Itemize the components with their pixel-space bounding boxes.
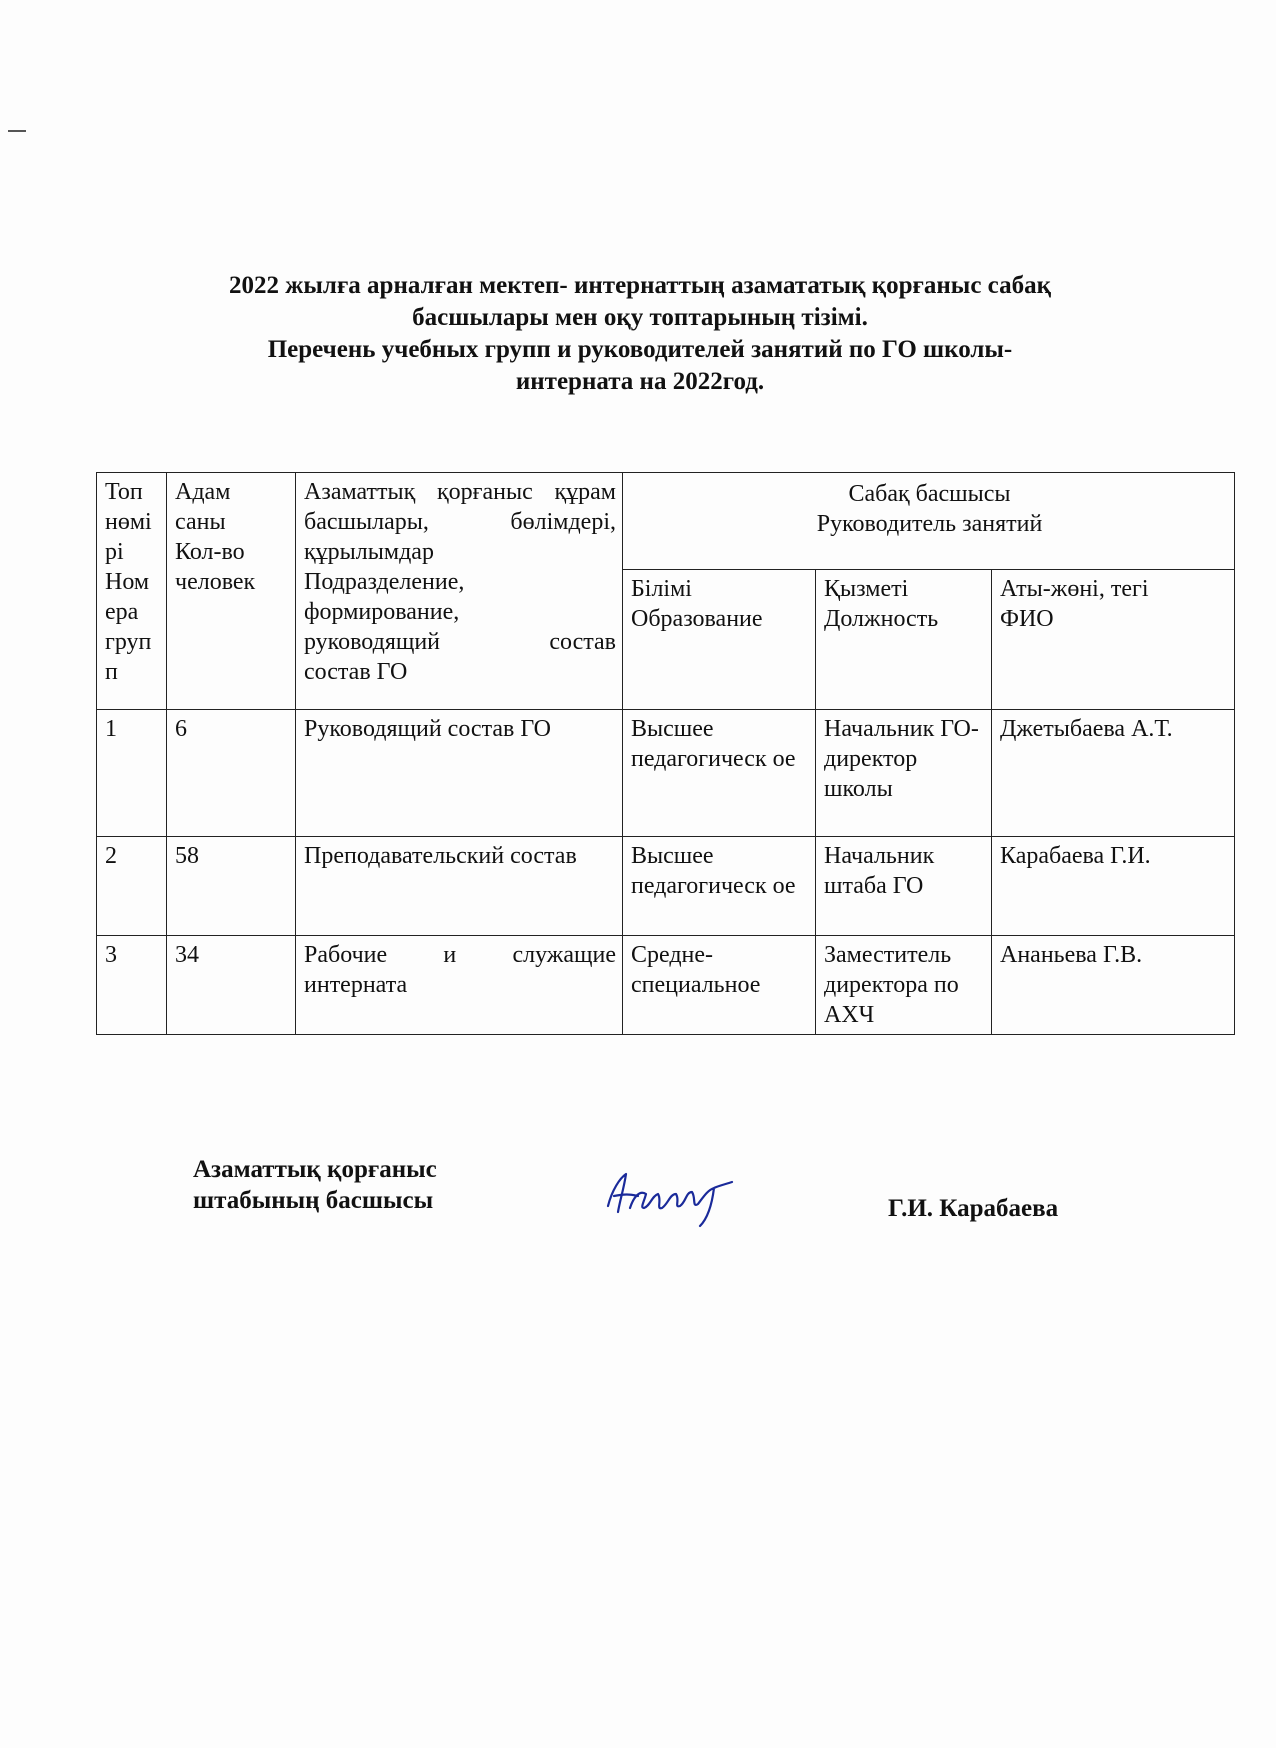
cell-name: Ананьева Г.В. [992, 936, 1235, 1035]
cell-people-count: 58 [167, 837, 296, 936]
cell-position: Заместитель директора по АХЧ [816, 936, 992, 1035]
title-kz-line-1: 2022 жылға арналған мектеп- интернаттың азамататық қорғаныс сабақ [229, 272, 1051, 299]
cell-education: Средне-специальное [623, 936, 816, 1035]
table-row [97, 837, 1235, 936]
header-unit-ru-1: Подразделение, [304, 569, 465, 595]
header-people-count: Адам саны Кол-во человек [167, 473, 296, 710]
signatory-name: Г.И. Карабаева [888, 1195, 1059, 1222]
signatory-role [193, 1154, 437, 1216]
header-unit-ru-3: руководящий состав [304, 629, 616, 655]
header-unit-kz: Азаматтық қорғаныс құрам басшылары, бөлімдері, құрылымдар [304, 479, 616, 565]
header-lesson-leader-kz: Сабақ басшысы [848, 481, 1011, 507]
title-ru-line-1: Перечень учебных групп и руководителей занятий по ГО школы- [267, 336, 1013, 363]
cell-position: Начальник ГО- директор школы [816, 710, 992, 837]
cell-group-number: 1 [97, 710, 167, 837]
header-name: Аты-жөні, тегі ФИО [992, 570, 1235, 710]
cell-group-number: 3 [97, 936, 167, 1035]
signatory-role-line-1: Азаматтық қорғаныс [193, 1156, 437, 1183]
cell-unit: Руководящий состав ГО [296, 710, 623, 837]
header-lesson-leader-ru: Руководитель занятий [816, 511, 1043, 537]
scan-edge-mark [8, 130, 26, 132]
signatory-role-line-2: штабының басшысы [193, 1187, 434, 1214]
header-unit-ru-2: формирование, [304, 599, 460, 625]
cell-people-count: 6 [167, 710, 296, 837]
cell-name: Джетыбаева А.Т. [992, 710, 1235, 837]
cell-education: Высшее педагогическ ое [623, 710, 816, 837]
title-kz-line-2: басшылары мен оқу топтарының тізімі. [412, 304, 868, 331]
header-education: Білімі Образование [623, 570, 816, 710]
handwritten-signature [600, 1160, 740, 1230]
header-unit [296, 473, 623, 710]
table-row [97, 936, 1235, 1035]
cell-position: Начальник штаба ГО [816, 837, 992, 936]
cell-education: Высшее педагогическ ое [623, 837, 816, 936]
header-position: Қызметі Должность [816, 570, 992, 710]
cell-unit: Преподавательский состав [296, 837, 623, 936]
cell-name: Карабаева Г.И. [992, 837, 1235, 936]
cell-people-count: 34 [167, 936, 296, 1035]
document-title [150, 270, 1130, 398]
table-header-row [97, 473, 1235, 570]
header-lesson-leader [623, 473, 1235, 570]
title-ru-line-2: интерната на 2022год. [515, 368, 765, 395]
groups-table [96, 472, 1235, 1035]
header-unit-ru-4: состав ГО [304, 659, 408, 685]
header-group-number: Топ нөмі рі Ном ера груп п [97, 473, 167, 710]
table-row [97, 710, 1235, 837]
cell-unit: Рабочие и служащие интерната [296, 936, 623, 1035]
cell-group-number: 2 [97, 837, 167, 936]
